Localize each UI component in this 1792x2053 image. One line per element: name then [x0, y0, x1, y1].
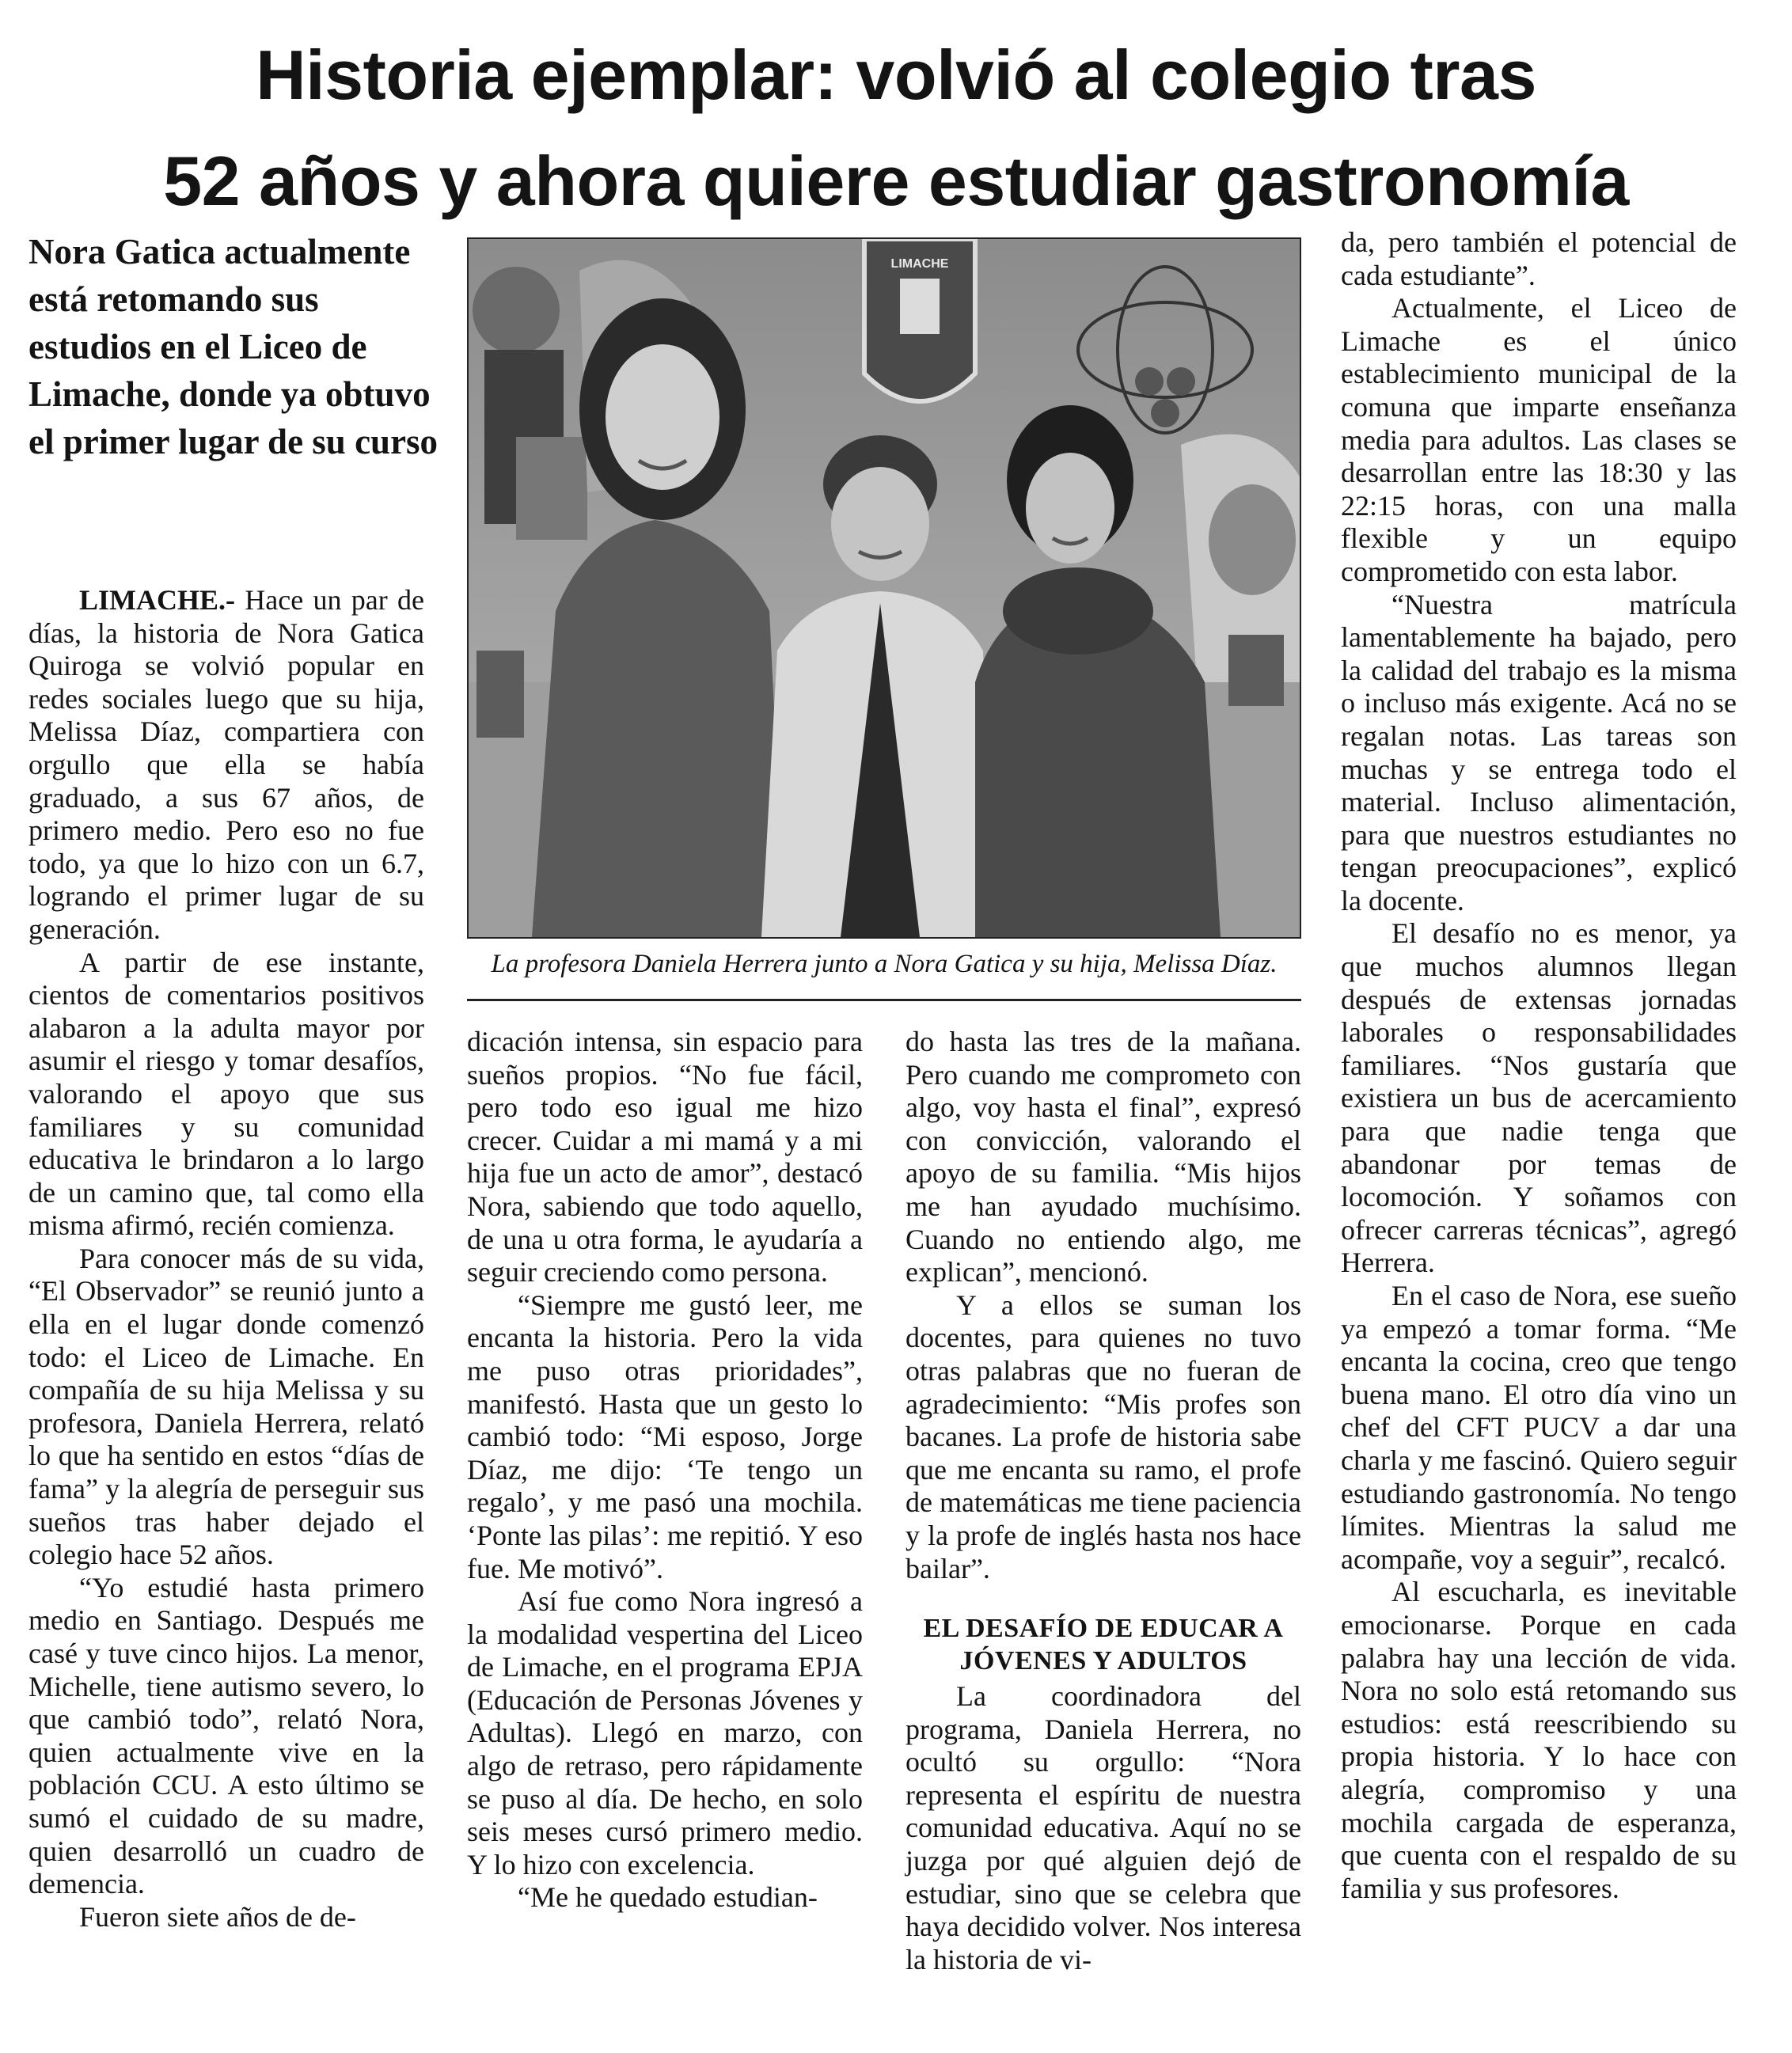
- deck-subtitle: Nora Gatica actualmente está retomando sus estudios en el Liceo de Limache, donde ya obtuvo el primer lugar de su curso: [28, 232, 439, 461]
- column-2: [467, 1026, 863, 1914]
- section-subhead: EL DESAFÍO DE EDUCAR A JÓVENES Y ADULTOS: [923, 1614, 1284, 1676]
- headline: [32, 22, 1760, 234]
- paragraph: dicación intensa, sin espacio para sueños propios. “No fue fácil, pero todo eso igual me hizo crecer. Cuidar a mi mamá y a mi hija fue un acto de amor”, destacó Nora, sabiendo que todo aquello, de una u otra forma, le ayudaría a seguir creciendo como persona.: [467, 1026, 863, 1288]
- paragraph: Actualmente, el Liceo de Limache es el único establecimiento municipal de la comuna que imparte enseñanza media para adultos. Las clases se desarrollan entre las 18:30 y las 22:15 horas, con una malla flexible y un equipo comprometido con esta labor.: [1341, 292, 1737, 587]
- column-1: [28, 584, 424, 1933]
- paragraph: A partir de ese instante, cientos de comentarios positivos alabaron a la adulta mayor por asumir el riesgo y tomar desafíos, valorando el apoyo que sus familiares y su comunidad educativa le brindaron a lo largo de un camino que, tal como ella misma afirmó, recién comienza.: [28, 946, 424, 1242]
- column-3: [905, 1026, 1301, 1976]
- paragraph: Para conocer más de su vida, “El Observador” se reunió junto a ella en el lugar donde comenzó todo: el Liceo de Limache. En compañía de su hija Melissa y su profesora, Daniela Herrera, relató lo que ha sentido en estos “días de fama” y la alegría de perseguir sus sueños tras haber dejado el colegio hace 52 años.: [28, 1242, 424, 1571]
- article-photo: [467, 237, 1301, 939]
- headline-line-2: 52 años y ahora quiere estudiar gastronomía: [163, 142, 1629, 220]
- paragraph: Al escucharla, es inevitable emocionarse. Porque en cada palabra hay una lección de vida. Nora no solo está retomando sus estudios: está reescribiendo su propia historia. Y lo hace con alegría, compromiso y una mochila cargada de esperanza, que cuenta con el respaldo de su familia y sus profesores.: [1341, 1576, 1737, 1904]
- paragraph: “Yo estudié hasta primero medio en Santiago. Después me casé y tuve cinco hijos. La menor, Michelle, tiene autismo severo, lo que cambió todo”, relató Nora, quien actualmente vive en la población CCU. A esto último se sumó el cuidado de su madre, quien desarrolló un cuadro de demencia.: [28, 1571, 424, 1900]
- mural-sign-text: LIMACHE: [890, 257, 949, 271]
- paragraph: Así fue como Nora ingresó a la modalidad vespertina del Liceo de Limache, en el programa EPJA (Educación de Personas Jóvenes y Adultas). Llegó en marzo, con algo de retraso, pero rápidamente se puso al día. De hecho, en solo seis meses cursó primero medio. Y lo hizo con excelencia.: [467, 1585, 863, 1880]
- dateline: LIMACHE.-: [79, 584, 235, 616]
- paragraph: “Nuestra matrícula lamentablemente ha bajado, pero la calidad del trabajo es la misma o incluso más exigente. Acá no se regalan notas. Las tareas son muchas y se entrega todo el material. Incluso alimentación, para que nuestros estudiantes no tengan preocupaciones”, explicó la docente.: [1341, 588, 1737, 916]
- column-4: [1341, 226, 1737, 1905]
- paragraph: Fueron siete años de de-: [79, 1900, 356, 1933]
- paragraph: Y a ellos se suman los docentes, para quienes no tuvo otras palabras que no fueran de agradecimiento: “Mis profes son bacanes. La profe de historia sabe que me encanta su ramo, el profe de matemáticas me tiene paciencia y la profe de inglés hasta nos hace bailar”.: [905, 1288, 1301, 1584]
- paragraph: do hasta las tres de la mañana. Pero cuando me comprometo con algo, voy hasta el final”, expresó con convicción, valorando el apoyo de su familia. “Mis hijos me han ayudado muchísimo. Cuando no entiendo algo, me explican”, mencionó.: [905, 1026, 1301, 1288]
- paragraph: “Siempre me gustó leer, me encanta la historia. Pero la vida me puso otras prioridades”, manifestó. Hasta que un gesto lo cambió todo: “Mi esposo, Jorge Díaz, me dijo: ‘Te tengo un regalo’, y me pasó una mochila. ‘Ponte las pilas’: me repitió. Y eso fue. Me motivó”.: [467, 1288, 863, 1584]
- paragraph: La coordinadora del programa, Daniela Herrera, no ocultó su orgullo: “Nora representa el espíritu de nuestra comunidad educativa. Aquí no se juzga por qué alguien dejó de estudiar, sino que se celebra que haya decidido volver. Nos interesa la historia de vi-: [905, 1680, 1301, 1975]
- photo-caption: La profesora Daniela Herrera junto a Nora Gatica y su hija, Melissa Díaz.: [491, 950, 1278, 978]
- paragraph: da, pero también el potencial de cada estudiante”.: [1341, 226, 1737, 291]
- paragraph: En el caso de Nora, ese sueño ya empezó a tomar forma. “Me encanta la cocina, creo que tengo buena mano. El otro día vino un chef del CFT PUCV a dar una charla y me fascinó. Quiero seguir estudiando gastronomía. No tengo límites. Mientras la salud me acompañe, voy a seguir”, recalcó.: [1341, 1280, 1737, 1575]
- paragraph: LIMACHE.- Hace un par de días, la historia de Nora Gatica Quiroga se volvió popular en redes sociales luego que su hija, Melissa Díaz, compartiera con orgullo que ella se había graduado, a sus 67 años, de primero medio. Pero eso no fue todo, ya que lo hizo con un 6.7, logrando el primer lugar de su generación.: [28, 584, 424, 945]
- caption-divider: [467, 999, 1301, 1001]
- headline-line-1: Historia ejemplar: volvió al colegio tras: [256, 36, 1536, 114]
- paragraph: El desafío no es menor, ya que muchos alumnos llegan después de extensas jornadas laborales o responsabilidades familiares. “Nos gustaría que existiera un bus de acercamiento para que nadie tenga que abandonar por temas de locomoción. Y soñamos con ofrecer carreras técnicas”, agregó Herrera.: [1341, 917, 1737, 1279]
- paragraph: “Me he quedado estudian-: [518, 1881, 818, 1914]
